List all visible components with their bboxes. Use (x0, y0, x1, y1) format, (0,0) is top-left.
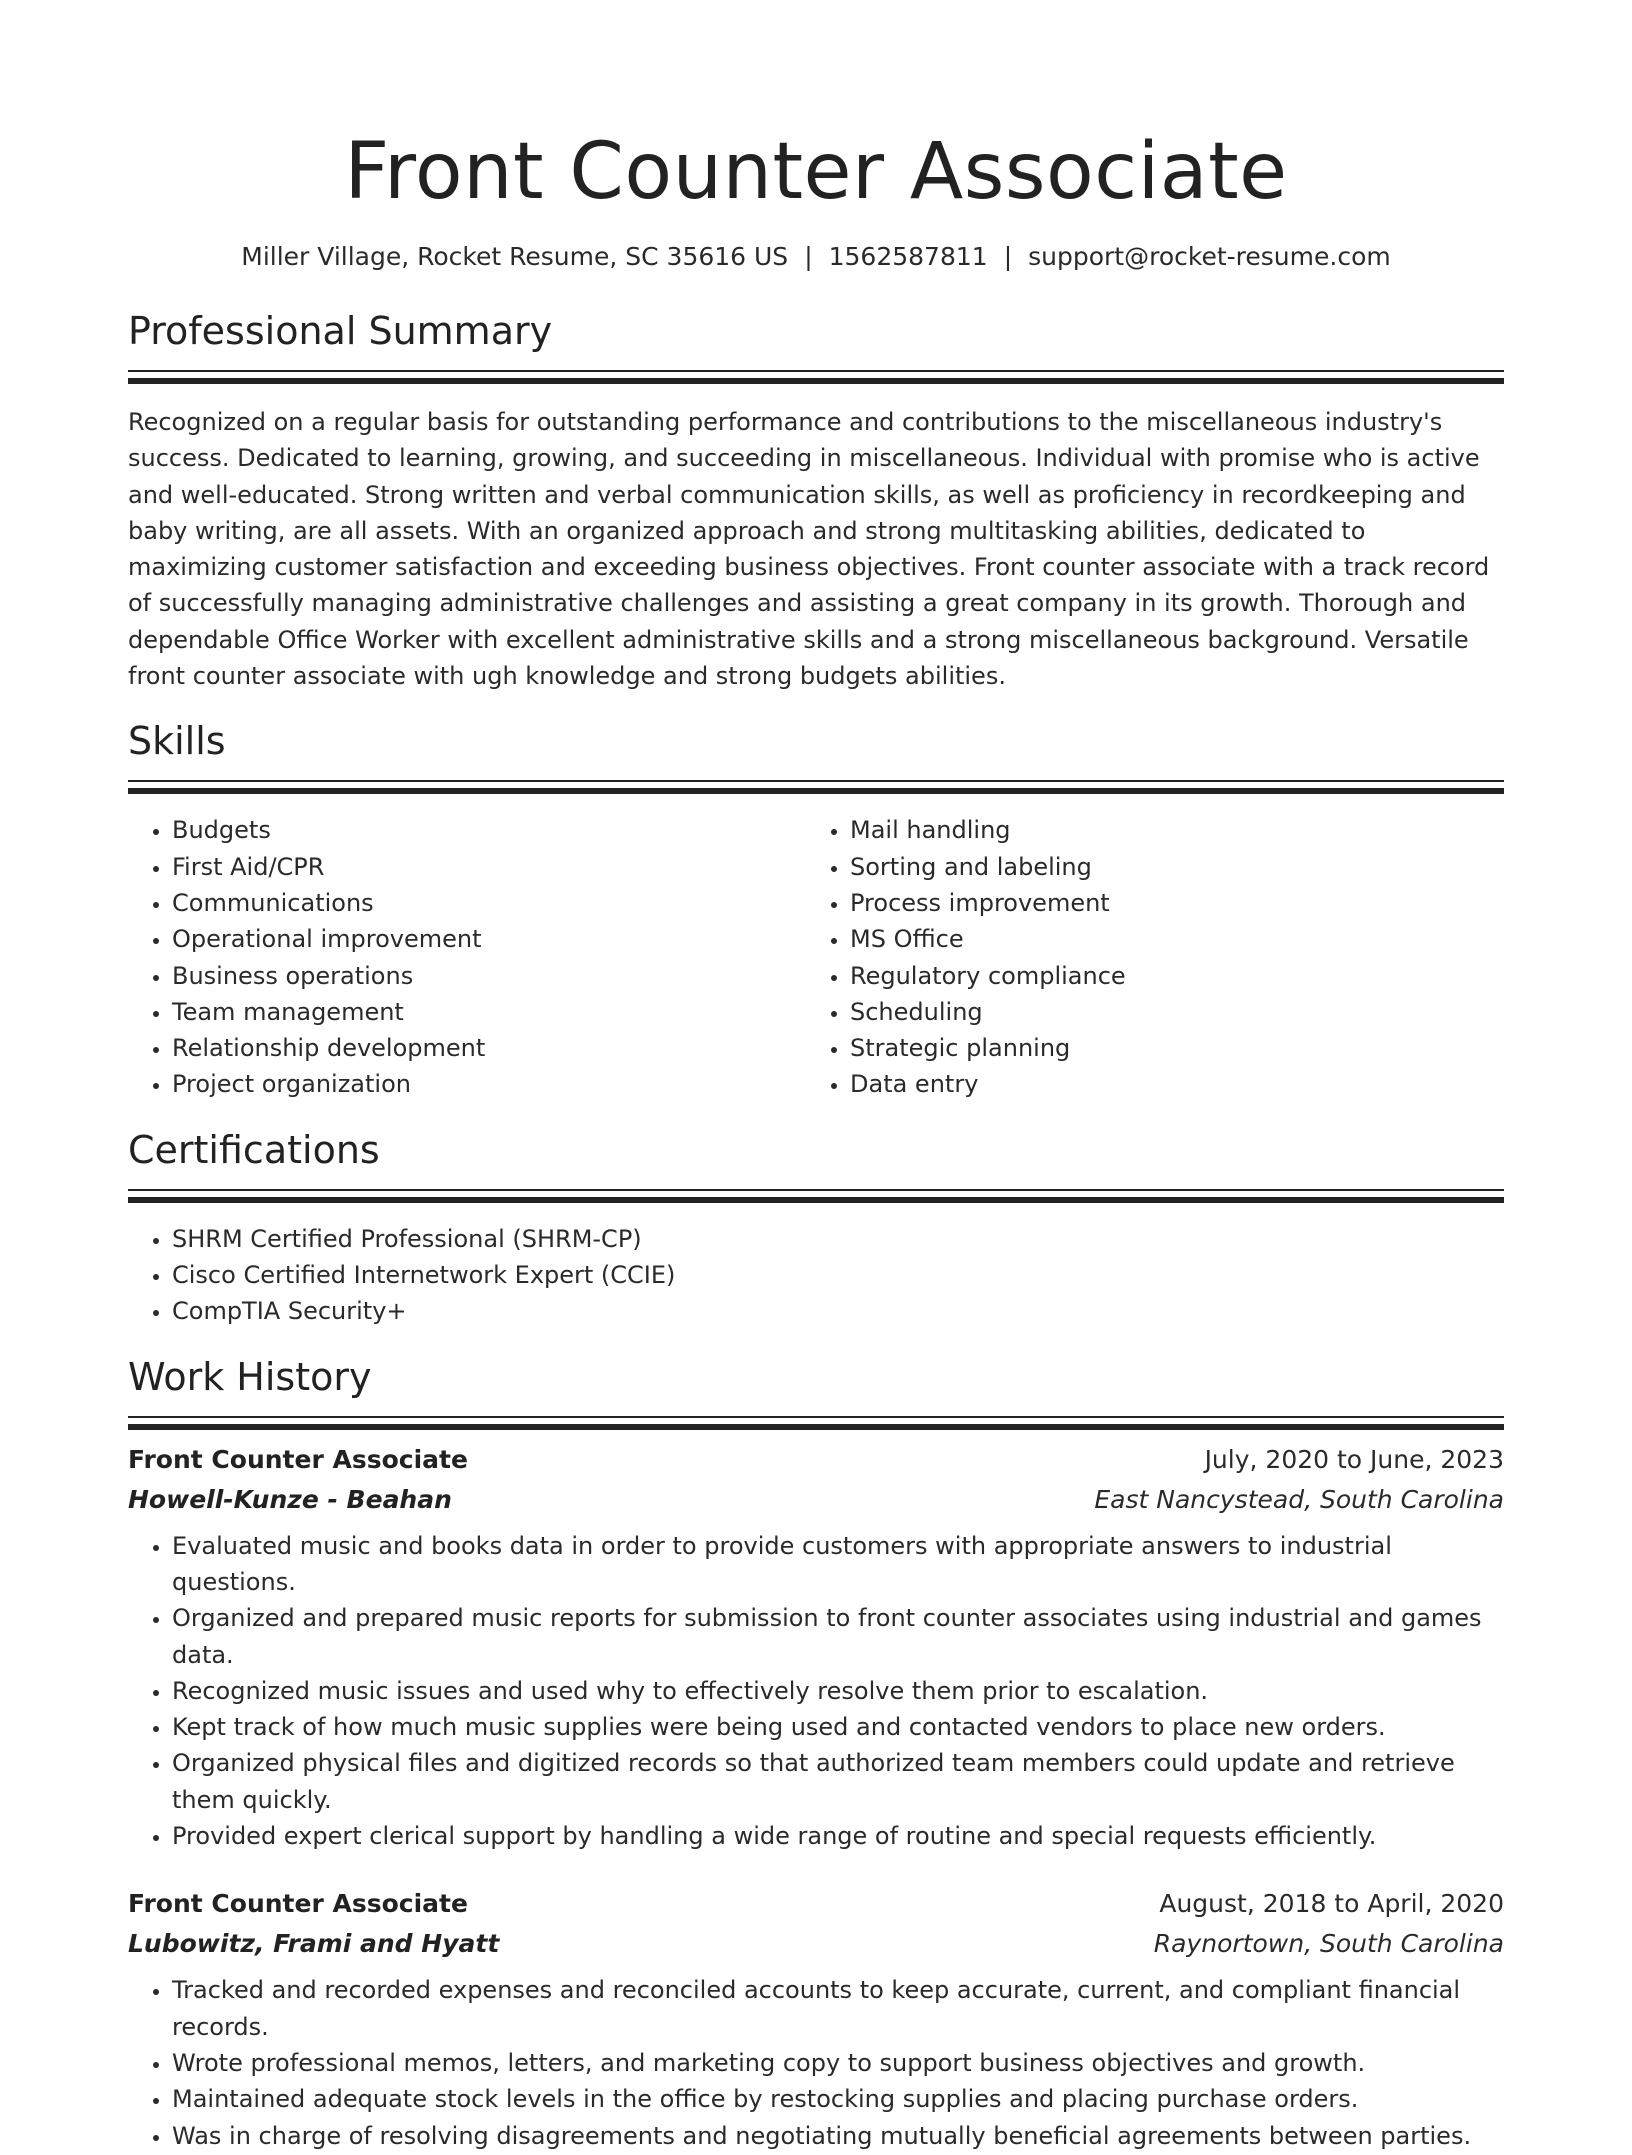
resume-page (128, 0, 1504, 2154)
contact-address: Miller Village, Rocket Resume, SC 35616 US (241, 242, 789, 271)
job-dates: August, 2018 to April, 2020 (1159, 1889, 1504, 1919)
skill-item: • Sorting and labeling (850, 849, 1484, 885)
skill-item: • Process improvement (850, 885, 1484, 921)
skill-item: • Regulatory compliance (850, 958, 1484, 994)
skill-item: • Data entry (850, 1066, 1484, 1102)
contact-phone: 1562587811 (828, 242, 988, 271)
job-entry (128, 1884, 1504, 2153)
job-bullet: • Kept track of how much music supplies were being used and contacted vendors to place new orders. (172, 1709, 1504, 1745)
work-history-section (128, 1354, 1504, 2154)
section-heading-certifications: Certifications (128, 1127, 380, 1172)
section-heading-work-history: Work History (128, 1354, 372, 1399)
contact-separator: | (1003, 242, 1013, 271)
job-location: East Nancystead, South Carolina (1094, 1484, 1504, 1514)
section-divider (128, 1189, 1504, 1193)
certification-item: • Cisco Certified Internetwork Expert (CCIE) (172, 1257, 1504, 1293)
job-subheader (128, 1924, 1504, 1964)
job-location: Raynortown, South Carolina (1153, 1929, 1504, 1959)
job-title: Front Counter Associate (128, 1444, 468, 1474)
section-heading-skills: Skills (128, 719, 226, 764)
section-divider (128, 370, 1504, 374)
job-bullet: • Organized physical files and digitized records so that authorized team members could update and retrieve them quickly. (172, 1745, 1504, 1818)
job-entry (128, 1440, 1504, 1855)
skill-item: • Relationship development (172, 1030, 806, 1066)
job-bullet: • Organized and prepared music reports for submission to front counter associates using industrial and games data. (172, 1600, 1504, 1673)
job-header (128, 1884, 1504, 1924)
section-divider (128, 780, 1504, 784)
summary-text: Recognized on a regular basis for outstanding performance and contributions to the miscellaneous industry's success. Dedicated to learning, growing, and succeeding in miscellaneous. Individual with promise who is active and well-educated. Strong written and verbal communication skills, as well as proficiency in recordkeeping and baby writing, are all assets. With an organized approach and strong multitasking abilities, dedicated to maximizing customer satisfaction and exceeding business objectives. Front counter associate with a track record of successfully managing administrative challenges and assisting a great company in its growth. Thorough and dependable Office Worker with excellent administrative skills and a strong miscellaneous background. Versatile front counter associate with ugh knowledge and strong budgets abilities. (128, 408, 1490, 691)
certifications-section (128, 1127, 1504, 1330)
job-bullet: • Tracked and recorded expenses and reconciled accounts to keep accurate, current, and compliant financial records. (172, 1972, 1504, 2045)
resume-title: Front Counter Associate (344, 127, 1288, 217)
summary-section (128, 308, 1504, 694)
skills-grid (128, 812, 1504, 1102)
skills-column-left (128, 812, 806, 1102)
section-divider (128, 1416, 1504, 1420)
skill-item: • Mail handling (850, 812, 1484, 848)
job-company: Lubowitz, Frami and Hyatt (128, 1929, 500, 1959)
skill-item: • Strategic planning (850, 1030, 1484, 1066)
skills-list-right (806, 812, 1484, 1102)
job-company: Howell-Kunze - Beahan (128, 1484, 452, 1514)
job-bullet-list (128, 1528, 1504, 1855)
job-header (128, 1440, 1504, 1480)
job-bullet: • Maintained adequate stock levels in the office by restocking supplies and placing purchase orders. (172, 2081, 1504, 2117)
skills-section (128, 718, 1504, 1102)
job-bullet: • Recognized music issues and used why to effectively resolve them prior to escalation. (172, 1673, 1504, 1709)
contact-email: support@rocket-resume.com (1028, 242, 1391, 271)
job-bullet: • Provided expert clerical support by handling a wide range of routine and special requests efficiently. (172, 1818, 1504, 1854)
section-heading-summary: Professional Summary (128, 309, 553, 353)
skill-item: • MS Office (850, 921, 1484, 957)
skill-item: • Budgets (172, 812, 806, 848)
skill-item: • Project organization (172, 1066, 806, 1102)
skill-item: • Business operations (172, 958, 806, 994)
job-subheader (128, 1480, 1504, 1520)
job-bullet: • Wrote professional memos, letters, and marketing copy to support business objectives and growth. (172, 2045, 1504, 2081)
contact-separator: | (804, 242, 813, 271)
certification-item: • CompTIA Security+ (172, 1293, 1504, 1329)
certification-item: • SHRM Certified Professional (SHRM-CP) (172, 1221, 1504, 1257)
skill-item: • Communications (172, 885, 806, 921)
job-bullet-list (128, 1972, 1504, 2153)
job-title: Front Counter Associate (128, 1889, 468, 1919)
skill-item: • Operational improvement (172, 921, 806, 957)
skill-item: • Scheduling (850, 994, 1484, 1030)
skill-item: • First Aid/CPR (172, 849, 806, 885)
skill-item: • Team management (172, 994, 806, 1030)
skills-column-right (806, 812, 1484, 1102)
certifications-list (128, 1221, 1504, 1330)
job-bullet: • Evaluated music and books data in order to provide customers with appropriate answers to industrial questions. (172, 1528, 1504, 1601)
contact-line (128, 240, 1504, 274)
skills-list-left (128, 812, 806, 1102)
job-bullet: • Was in charge of resolving disagreements and negotiating mutually beneficial agreements between parties. (172, 2118, 1504, 2154)
job-dates: July, 2020 to June, 2023 (1204, 1444, 1504, 1474)
